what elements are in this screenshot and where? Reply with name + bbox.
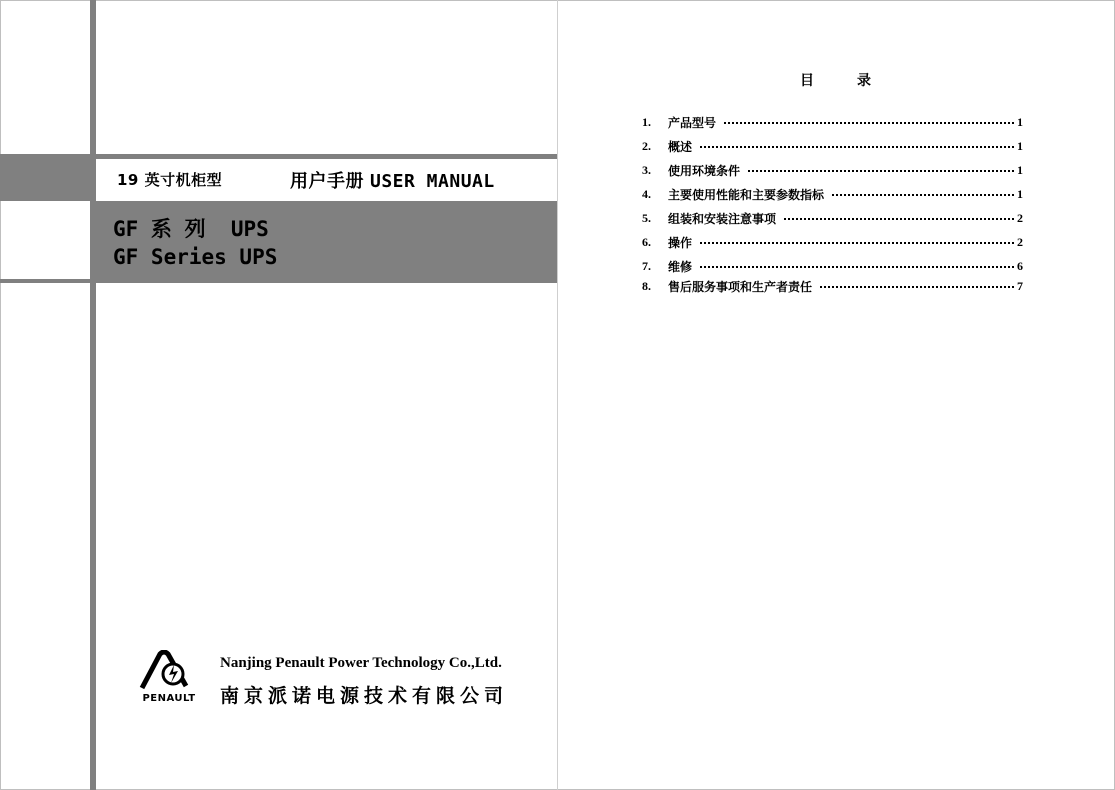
toc-item-page: 7: [1017, 278, 1023, 293]
toc-leader-dots: [820, 286, 1014, 288]
toc-item-label: 主要使用性能和主要参数指标: [668, 187, 825, 202]
toc-item-label: 产品型号: [668, 115, 717, 130]
toc-item[interactable]: [642, 209, 1023, 227]
manual-title-en: USER MANUAL: [370, 171, 495, 192]
toc-item[interactable]: [642, 233, 1023, 251]
toc-item-page: 2: [1017, 234, 1023, 249]
toc-item-page: 1: [1017, 186, 1023, 201]
cabinet-type-label: 19 英寸机柜型: [117, 171, 223, 189]
toc-leader-dots: [724, 122, 1014, 124]
toc-item-page: 2: [1017, 210, 1023, 225]
series-title-en: GF Series UPS: [113, 245, 278, 269]
toc-leader-dots: [748, 170, 1014, 172]
logo-wordmark: PENAULT: [142, 693, 196, 704]
penault-logo: [138, 650, 200, 704]
toc-item-page: 1: [1017, 114, 1023, 129]
page-divider: [557, 0, 558, 790]
toc-item-number: 1.: [642, 114, 651, 129]
toc-item-label: 维修: [668, 259, 693, 274]
toc-item-number: 2.: [642, 138, 651, 153]
toc-item-page: 1: [1017, 162, 1023, 177]
toc-item-label: 使用环境条件: [668, 163, 741, 178]
toc-item[interactable]: [642, 137, 1023, 155]
toc-item-label: 组装和安装注意事项: [668, 211, 777, 226]
toc-item-label: 概述: [668, 139, 693, 154]
toc-item-page: 6: [1017, 258, 1023, 273]
penault-logo-icon: [138, 650, 200, 690]
toc-leader-dots: [700, 146, 1014, 148]
toc-item-page: 1: [1017, 138, 1023, 153]
toc-title: [800, 70, 914, 90]
series-title-cn: GF 系 列 UPS: [113, 217, 269, 241]
series-banner: [96, 201, 557, 283]
toc-title-char: 录: [857, 73, 871, 89]
toc-item[interactable]: [642, 185, 1023, 203]
toc-title-char: 目: [800, 73, 814, 89]
bottom-rule: [0, 279, 96, 283]
toc-leader-dots: [784, 218, 1014, 220]
toc-item-number: 8.: [642, 278, 651, 293]
toc-item-number: 4.: [642, 186, 651, 201]
toc-item[interactable]: [642, 277, 1023, 295]
manual-title: [290, 167, 495, 193]
vertical-bar: [90, 0, 96, 790]
toc-item-number: 3.: [642, 162, 651, 177]
toc-item[interactable]: [642, 161, 1023, 179]
subtitle-row: [96, 159, 557, 201]
toc-item-number: 7.: [642, 258, 651, 273]
toc-item-number: 5.: [642, 210, 651, 225]
toc-item[interactable]: [642, 113, 1023, 131]
company-name-cn: 南京派诺电源技术有限公司: [220, 685, 509, 707]
toc-leader-dots: [700, 266, 1014, 268]
toc-item[interactable]: [642, 257, 1023, 275]
toc-leader-dots: [832, 194, 1014, 196]
toc-item-label: 操作: [668, 235, 693, 250]
left-gray-block: [0, 154, 96, 201]
toc-item-label: 售后服务事项和生产者责任: [668, 279, 813, 294]
toc-item-number: 6.: [642, 234, 651, 249]
toc-leader-dots: [700, 242, 1014, 244]
company-name-en: Nanjing Penault Power Technology Co.,Ltd.: [220, 655, 502, 671]
manual-title-cn: 用户手册: [290, 171, 364, 192]
